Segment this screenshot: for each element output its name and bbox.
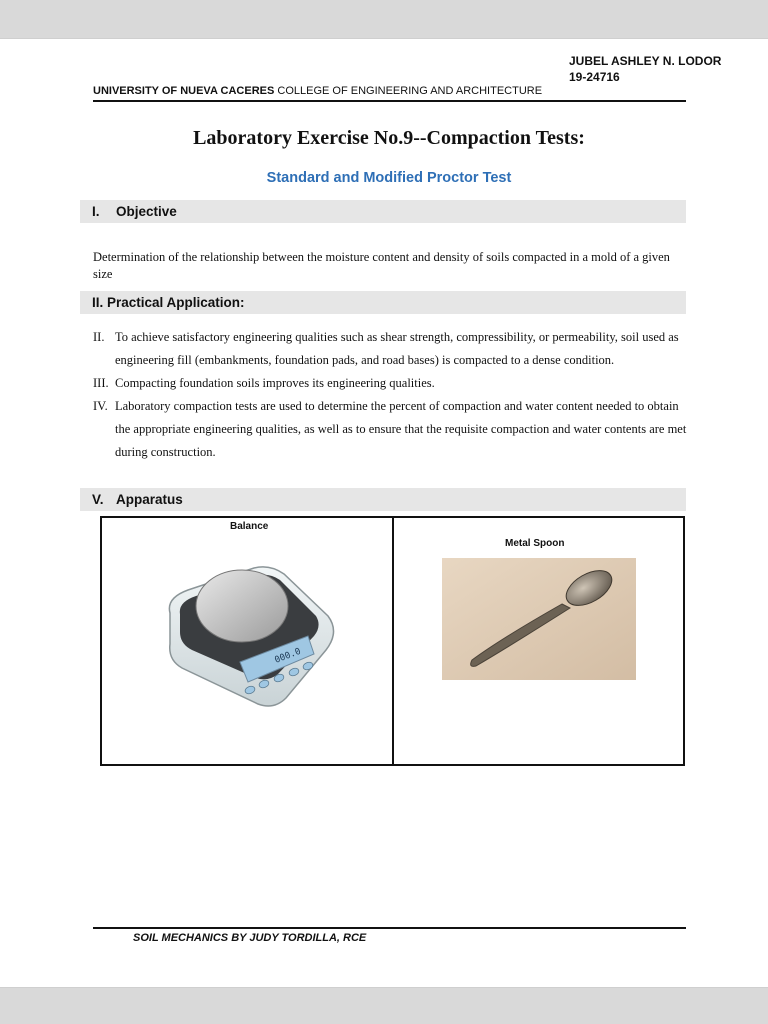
table-divider [392,518,394,764]
section-apparatus-heading [80,488,686,511]
section-objective-heading [80,200,686,223]
author-block [569,53,721,85]
apparatus-table [100,516,685,766]
section-title: Objective [116,204,177,219]
page-subtitle: Standard and Modified Proctor Test [266,170,512,186]
list-item: II. To achieve satisfactory engineering qualities such as shear strength, compressibility, or permeability, soil used as engineering fill (embankments, foundation pads, and road bases) is compacted to a dense condition. [93,330,679,367]
section-title: II. Practical Application: [92,295,245,310]
balance-image [158,558,340,716]
document-page [0,38,768,988]
header-rule [93,100,686,102]
student-id: 19-24716 [569,70,620,84]
college-name: COLLEGE OF ENGINEERING AND ARCHITECTURE [274,85,543,97]
section-title: Apparatus [116,492,183,507]
balance-label: Balance [230,521,269,532]
author-name: JUBEL ASHLEY N. LODOR [569,54,722,68]
objective-text: Determination of the relationship between the moisture content and density of soils compacted in a mold of a given size [93,250,670,281]
section-application-heading [80,291,686,314]
metal-spoon-label: Metal Spoon [505,538,565,549]
balance-display-readout: 000.0 [273,646,303,666]
page-footer: SOIL MECHANICS BY JUDY TORDILLA, RCE [133,932,367,944]
page-title: Laboratory Exercise No.9--Compaction Tests: [193,127,585,149]
application-list [93,326,687,464]
list-item: IV. Laboratory compaction tests are used to determine the percent of compaction and water content needed to obtain the appropriate engineering qualities, as well as to ensure that the requisite compaction and water contents are met during construction. [93,399,687,459]
list-item-text: Laboratory compaction tests are used to determine the percent of compaction and water content needed to obtain the appropriate engineering qualities, as well as to ensure that the requisite compaction and water contents are met during construction. [115,399,687,459]
metal-spoon-image [442,558,636,680]
university-header [93,85,542,97]
university-name: UNIVERSITY OF NUEVA CACERES [93,85,275,97]
section-number: V. [92,492,104,507]
list-item: III. Compacting foundation soils improves its engineering qualities. [93,376,435,390]
section-number: I. [92,204,100,219]
list-item-text: Compacting foundation soils improves its engineering qualities. [115,376,435,390]
footer-rule [93,927,686,929]
list-item-text: To achieve satisfactory engineering qualities such as shear strength, compressibility, or permeability, soil used as engineering fill (embankments, foundation pads, and road bases) is compacted to a dense condition. [115,330,679,367]
